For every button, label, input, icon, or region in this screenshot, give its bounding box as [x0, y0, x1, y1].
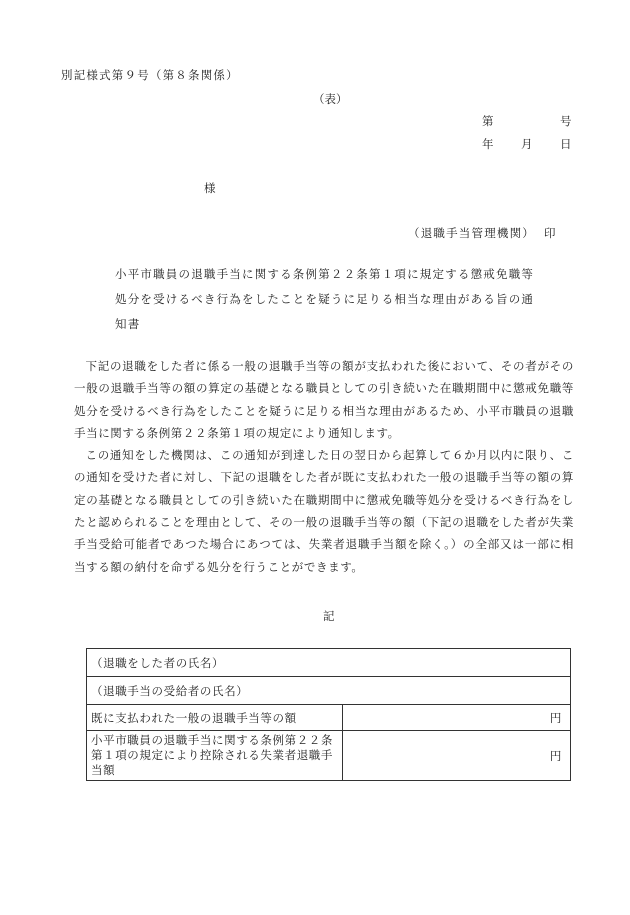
title-line-3: 知書 [115, 317, 141, 331]
deducted-amount-label: 小平市職員の退職手当に関する条例第２２条第１項の規定により控除される失業者退職手当額 [87, 731, 343, 781]
retiree-name-cell: （退職をした者の氏名） [87, 649, 571, 677]
table-row [87, 731, 571, 781]
paragraph-notice: 下記の退職をした者に係る一般の退職手当等の額が支払われた後において、その者がその一般の退職手当等の額の算定の基礎となる職員としての引き続いた在職期間中に懲戒免職等処分を受けるべき行為をしたことを疑うに足りる相当な理由があるため、小平市職員の退職手当に関する条例第２２条第１項の規定により通知します。 [74, 359, 574, 440]
ki-heading: 記 [323, 609, 335, 623]
issuer-label: （退職手当管理機関） [408, 226, 535, 240]
table-row [87, 649, 571, 677]
date-month: 月 [521, 137, 533, 151]
recipient-name-cell: （退職手当の受給者の氏名） [87, 677, 571, 705]
record-table [86, 648, 571, 781]
table-row [87, 677, 571, 705]
title-line-1: 小平市職員の退職手当に関する条例第２２条第１項に規定する懲戒免職等 [115, 267, 535, 281]
seal-mark: 印 [544, 226, 556, 240]
table-row [87, 705, 571, 731]
deducted-amount-unit: 円 [343, 731, 571, 781]
paid-amount-unit: 円 [343, 705, 571, 731]
date-day: 日 [560, 137, 572, 151]
body-text [74, 355, 574, 578]
addressee-suffix: 様 [204, 181, 216, 195]
title-line-2: 処分を受けるべき行為をしたことを疑うに足りる相当な理由がある旨の通 [115, 292, 535, 306]
number-suffix: 号 [560, 114, 572, 128]
form-label: 別記様式第９号（第８条関係） [61, 68, 239, 82]
number-prefix: 第 [482, 114, 494, 128]
paid-amount-label: 既に支払われた一般の退職手当等の額 [87, 705, 343, 731]
date-year: 年 [482, 137, 494, 151]
side-label: （表） [313, 92, 348, 106]
paragraph-disposition: この通知をした機関は、この通知が到達した日の翌日から起算して６か月以内に限り、この通知を受けた者に対し、下記の退職をした者が既に支払われた一般の退職手当等の額の算定の基礎となる職員としての引き続いた在職期間中に懲戒免職等処分を受けるべき行為をしたと認められることを理由として、その一般の退職手当等の額（下記の退職をした者が失業手当受給可能者であつた場合にあつては、失業者退職手当額を除く。）の全部又は一部に相当する額の納付を命ずる処分を行うことができます。 [74, 448, 574, 574]
